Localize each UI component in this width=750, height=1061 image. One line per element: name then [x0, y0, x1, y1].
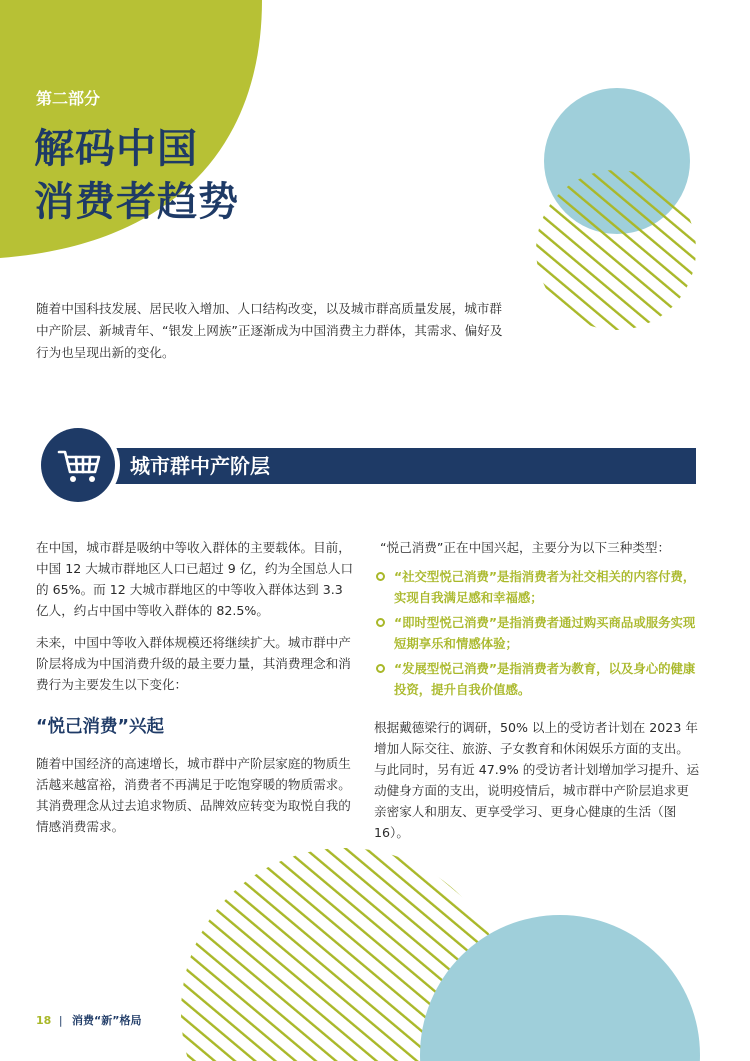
right-column-lower: [374, 717, 700, 854]
left-paragraph-3: 随着中国经济的高速增长，城市群中产阶层家庭的物质生活越来越富裕，消费者不再满足于吃饱穿暖的物质需求。其消费理念从过去追求物质、品牌效应转变为取悦自我的情感消费需求。: [36, 756, 351, 834]
right-intro: “悦己消费”正在中国兴起，主要分为以下三种类型：: [380, 540, 671, 555]
page-footer: [36, 1012, 142, 1028]
left-column-lower: [36, 753, 358, 848]
bullet-dot-icon: [376, 572, 385, 581]
part-label: 第二部分: [36, 89, 101, 108]
right-column: [374, 537, 700, 704]
bullet-list: [374, 566, 700, 700]
footer-label: 消费“新”格局: [72, 1014, 142, 1027]
left-paragraph-1: 在中国，城市群是吸纳中等收入群体的主要载体。目前，中国 12 大城市群地区人口已超过 9 亿，约为全国总人口的 65%。而 12 大城市群地区的中等收入群体达到 3.3 亿人，约占中国中等收入群体的 82.5%。: [36, 540, 354, 618]
bullet-item: “社交型悦己消费”是指消费者为社交相关的内容付费，实现自我满足感和幸福感；: [374, 566, 700, 608]
title-line-2: 消费者趋势: [34, 179, 239, 225]
shopping-cart-icon: [35, 422, 121, 508]
page-number: 18: [36, 1014, 52, 1027]
footer-separator: |: [58, 1014, 63, 1027]
left-column: [36, 537, 358, 706]
right-paragraph: 根据戴德梁行的调研，50% 以上的受访者计划在 2023 年增加人际交往、旅游、子女教育和休闲娱乐方面的支出。与此同时，另有近 47.9% 的受访者计划增加学习提升、运动健身方面的支出，说明疫情后，城市群中产阶层追求更亲密家人和朋友、更享受学习、更身心健康的生活（图 16）。: [374, 720, 700, 840]
page-title: [34, 123, 239, 229]
bullet-dot-icon: [376, 618, 385, 627]
striped-circle-top: [536, 170, 696, 330]
intro-paragraph: 随着中国科技发展、居民收入增加、人口结构改变，以及城市群高质量发展，城市群中产阶层、新城青年、“银发上网族”正逐渐成为中国消费主力群体，其需求、偏好及行为也呈现出新的变化。: [36, 301, 503, 360]
subheading: “悦己消费”兴起: [36, 717, 165, 737]
title-line-1: 解码中国: [34, 126, 198, 172]
bullet-dot-icon: [376, 664, 385, 673]
bullet-item: “发展型悦己消费”是指消费者为教育，以及身心的健康投资，提升自我价值感。: [374, 658, 700, 700]
bullet-item: “即时型悦己消费”是指消费者通过购买商品或服务实现短期享乐和情感体验；: [374, 612, 700, 654]
section-title: 城市群中产阶层: [130, 454, 270, 478]
left-paragraph-2: 未来，中国中等收入群体规模还将继续扩大。城市群中产阶层将成为中国消费升级的最主要力量，其消费理念和消费行为主要发生以下变化：: [36, 635, 351, 692]
